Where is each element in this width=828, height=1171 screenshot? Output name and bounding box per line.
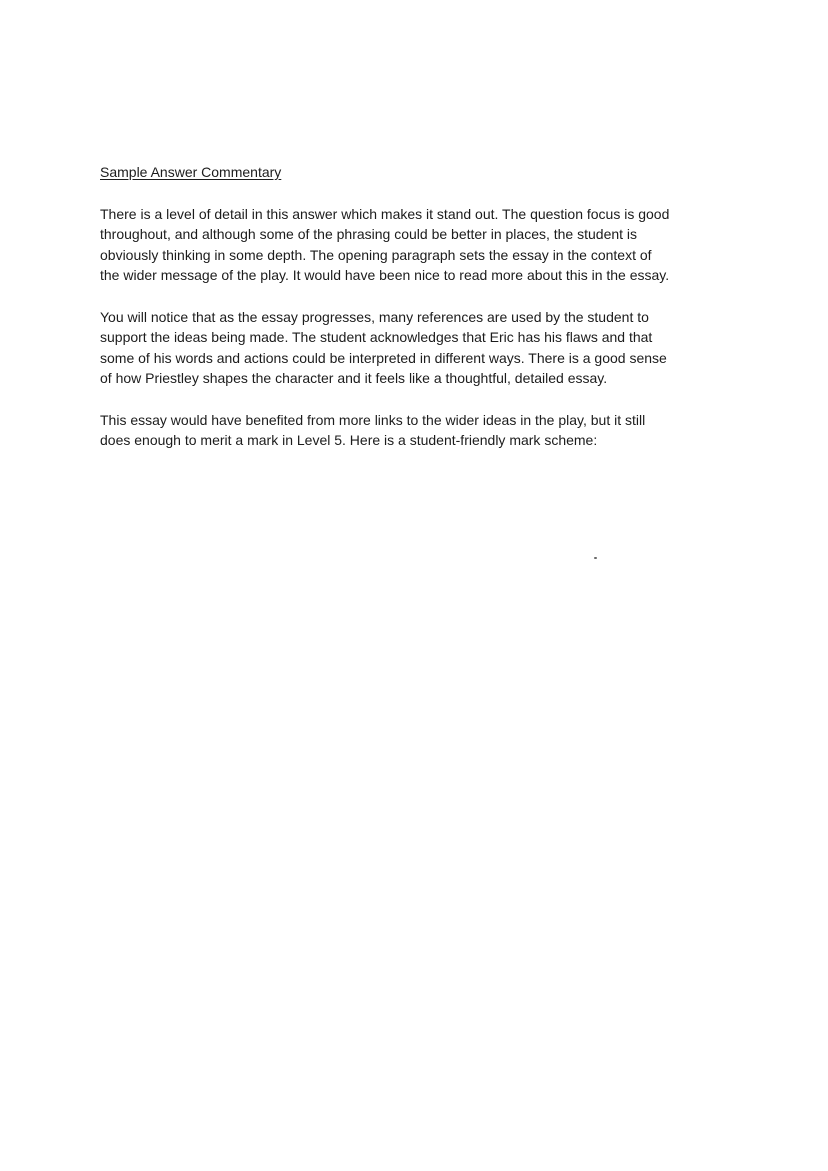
paragraph-line: This essay would have benefited from more links to the wider ideas in the play, but it still [100,411,646,428]
paragraph-line: the wider message of the play. It would have been nice to read more about this in the essay. [100,267,670,283]
paragraph-line: does enough to merit a mark in Level 5. Here is a student-friendly mark scheme: [100,432,598,448]
paragraph-2 [100,307,740,389]
paragraph-1 [100,204,740,286]
paragraph-line: of how Priestley shapes the character and it feels like a thoughtful, detailed essay. [100,370,608,386]
paragraph-line: obviously thinking in some depth. The opening paragraph sets the essay in the context of [100,246,652,263]
paragraph-3 [100,410,740,451]
paragraph-line: support the ideas being made. The student acknowledges that Eric has his flaws and that [100,329,653,345]
paragraph-line: throughout, and although some of the phrasing could be better in places, the student is [100,226,638,242]
paragraph-line: There is a level of detail in this answer which makes it stand out. The question focus is good [100,205,670,222]
document-body [100,162,740,472]
scan-speck [594,557,597,559]
paragraph-line: some of his words and actions could be interpreted in different ways. There is a good sense [100,349,667,366]
paragraph-line: You will notice that as the essay progresses, many references are used by the student to [100,308,649,325]
document-heading: Sample Answer Commentary [100,164,282,180]
